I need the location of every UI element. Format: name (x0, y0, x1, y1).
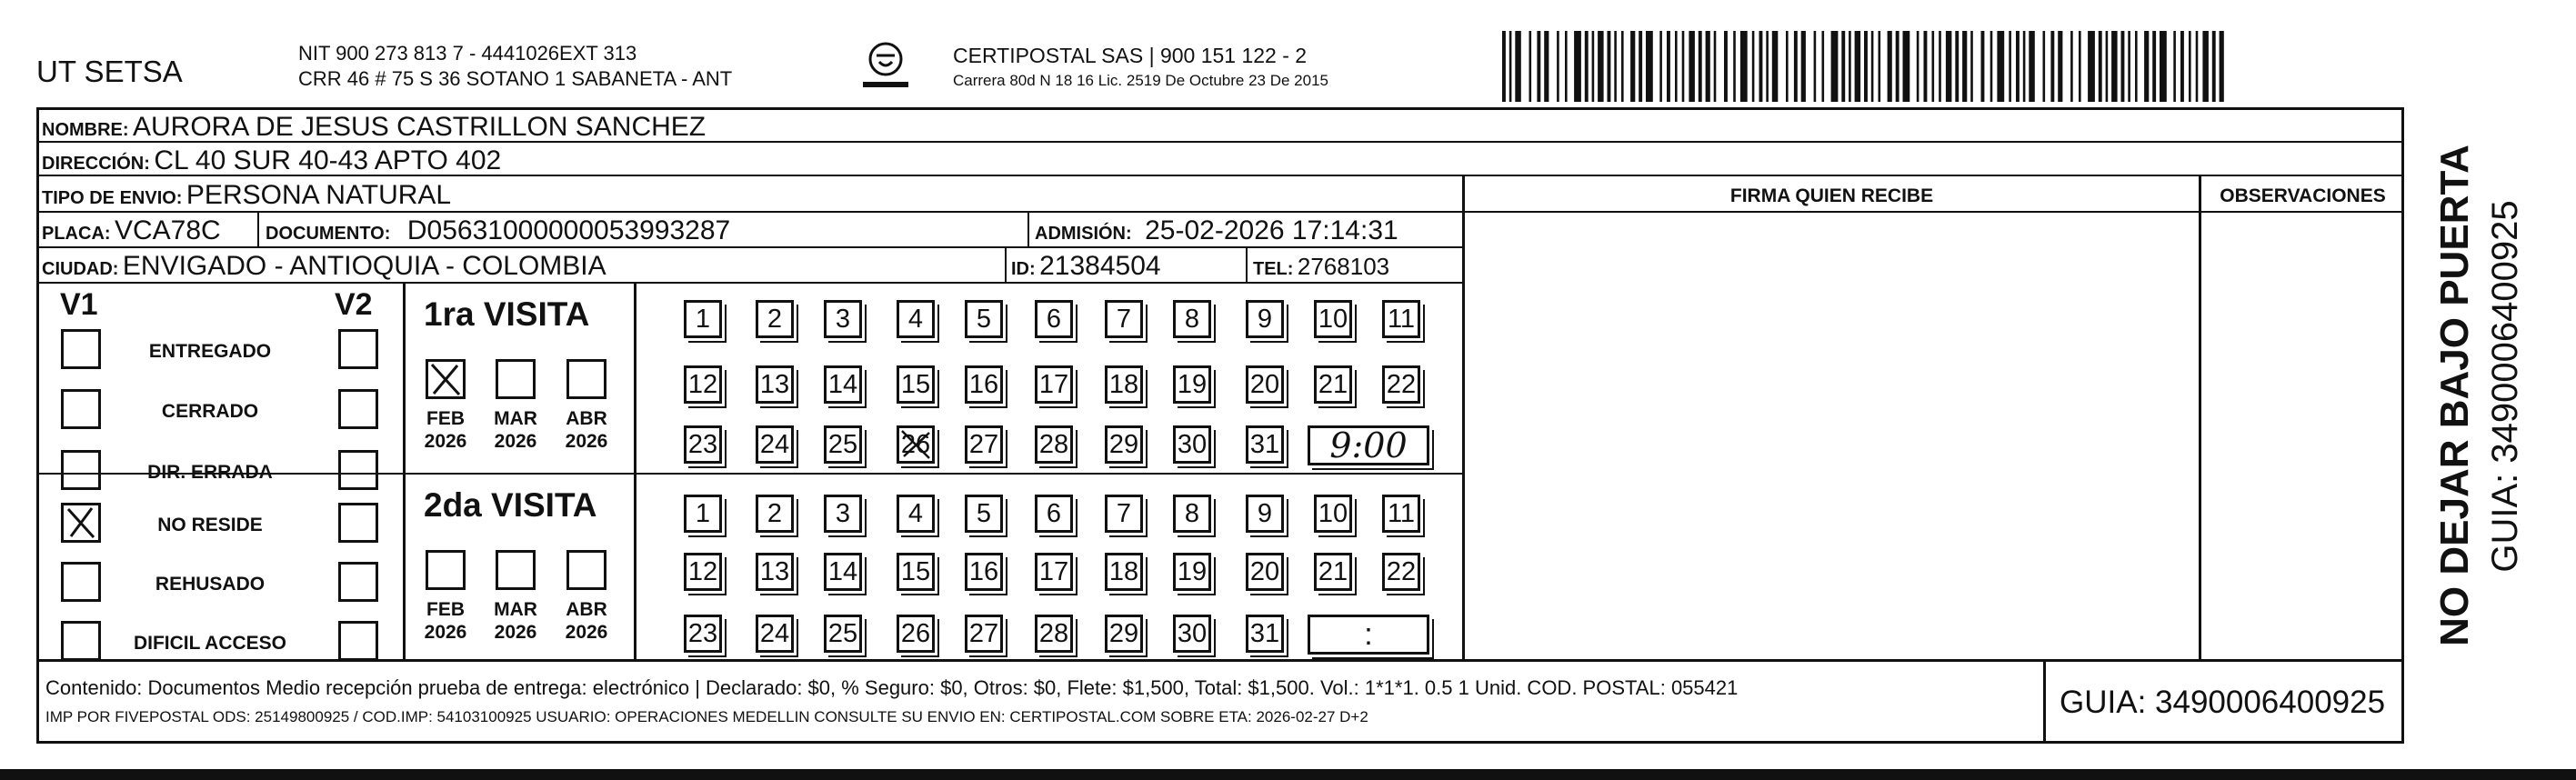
documento-label: DOCUMENTO: (266, 224, 391, 244)
day-box[interactable]: 8 (1173, 495, 1211, 533)
id-value: 21384504 (1039, 251, 1161, 281)
nombre-label: NOMBRE: (42, 120, 129, 140)
barcode-bar (1557, 31, 1559, 102)
admision-value: 25-02-2026 17:14:31 (1145, 215, 1398, 245)
visit-year-label: 2026 (565, 431, 608, 452)
day-box[interactable]: 15 (897, 365, 935, 404)
day-box[interactable]: 30 (1173, 425, 1211, 464)
barcode-bar (1675, 31, 1678, 102)
status-v1-checkbox[interactable] (61, 503, 101, 543)
barcode-bar (1766, 31, 1769, 102)
barcode-bar (1592, 31, 1595, 102)
day-box[interactable]: 6 (1035, 495, 1073, 533)
day-box[interactable]: 6 (1035, 300, 1073, 338)
visit-month-label: FEB (426, 408, 465, 429)
barcode-bar (1896, 31, 1899, 102)
day-box[interactable]: 21 (1314, 553, 1352, 591)
barcode-bar (2016, 31, 2020, 102)
barcode-bar (1917, 31, 1919, 102)
barcode-bar (2160, 31, 2167, 102)
documento-value: D05631000000053993287 (406, 215, 731, 245)
visit-month-checkbox[interactable] (496, 359, 536, 399)
barcode-bar (1574, 31, 1581, 102)
barcode-bar (1724, 31, 1728, 102)
barcode-bar (1997, 31, 2004, 102)
visit-month-label: MAR (494, 408, 537, 429)
status-v2-checkbox[interactable] (338, 329, 378, 369)
handwritten-x-icon (897, 425, 935, 464)
day-box[interactable]: 9 (1246, 495, 1284, 533)
barcode-bar (2180, 31, 2184, 102)
barcode-bar (1849, 31, 1851, 102)
barcode-bar (1706, 31, 1710, 102)
barcode-bar (1682, 31, 1685, 102)
barcode-bar (1733, 31, 1736, 102)
barcode-bar (1879, 31, 1881, 102)
barcode-bar (1939, 31, 1941, 102)
company-address: CRR 46 # 75 S 36 SOTANO 1 SABANETA - ANT (298, 67, 733, 90)
day-box[interactable]: 16 (965, 365, 1003, 404)
day-box[interactable]: 9 (1246, 300, 1284, 338)
barcode-bar (1801, 31, 1806, 102)
day-box[interactable]: 24 (756, 425, 794, 464)
barcode-bar (1509, 31, 1512, 102)
barcode-bar (2196, 31, 2199, 102)
ciudad-label: CIUDAD: (42, 259, 119, 279)
visit-year-label: 2026 (494, 431, 537, 452)
observations-area[interactable] (2201, 213, 2404, 659)
barcode-bar (1970, 31, 1973, 102)
barcode-bar (1786, 31, 1789, 102)
barcode-bar (1630, 31, 1635, 102)
barcode-bar (1614, 31, 1617, 102)
contenido-line: Contenido: Documentos Medio recepción prueba de entrega: electrónico | Declarado: $0, % Seguro: $0, Otros: $0, Flete: $1,500, Total: $1,500. Vol.: 1*1*1. 0.5 1 Unid. COD. POSTAL: 055421 (45, 676, 1739, 699)
direccion-label: DIRECCIÓN: (42, 154, 150, 174)
day-box[interactable]: 21 (1314, 365, 1352, 404)
day-box[interactable]: 29 (1105, 425, 1143, 464)
day-box[interactable]: 2 (756, 495, 794, 533)
visit-1-title: 1ra VISITA (424, 295, 590, 333)
nombre-value: AURORA DE JESUS CASTRILLON SANCHEZ (133, 112, 707, 142)
barcode-bar (2121, 31, 2125, 102)
barcode-bar (1659, 31, 1662, 102)
barcode-bar (1981, 31, 1985, 102)
nit-line: NIT 900 273 813 7 - 4441026EXT 313 (298, 42, 637, 65)
day-box[interactable]: 27 (965, 615, 1003, 653)
tipo-envio-label: TIPO DE ENVIO: (42, 188, 183, 208)
id-label: ID: (1011, 259, 1036, 279)
status-v2-checkbox[interactable] (338, 503, 378, 543)
v2-header: V2 (335, 287, 373, 322)
barcode-bar (1515, 31, 1521, 102)
barcode-bar (2212, 31, 2216, 102)
day-box[interactable]: 31 (1246, 425, 1284, 464)
handwritten-x-icon (428, 362, 463, 396)
observaciones-header: OBSERVACIONES (2220, 185, 2386, 206)
barcode-bar (2079, 31, 2081, 102)
day-box[interactable]: 23 (684, 615, 722, 653)
barcode-bar (1794, 31, 1798, 102)
status-v1-checkbox[interactable] (61, 621, 101, 661)
status-v2-checkbox[interactable] (338, 389, 378, 429)
visit-2-title: 2da VISITA (424, 486, 597, 524)
barcode-bar (1699, 31, 1702, 102)
placa-value: VCA78C (115, 215, 221, 245)
day-box[interactable]: 3 (824, 300, 862, 338)
day-box[interactable]: 25 (824, 615, 862, 653)
barcode-bar (1740, 31, 1748, 102)
placa-label: PLACA: (42, 224, 111, 244)
status-option-label: REHUSADO (155, 574, 266, 595)
side-warning: NO DEJAR BAJO PUERTA (2432, 145, 2477, 646)
barcode-bar (1888, 31, 1892, 102)
firma-header: FIRMA QUIEN RECIBE (1729, 185, 1934, 206)
day-box[interactable]: 1 (684, 300, 722, 338)
day-box[interactable]: 28 (1035, 615, 1073, 653)
visit-month-checkbox[interactable] (566, 359, 606, 399)
visit-month-checkbox[interactable] (426, 550, 466, 590)
day-box[interactable]: 11 (1382, 300, 1420, 338)
day-box[interactable]: 2 (756, 300, 794, 338)
barcode-bar (2043, 31, 2046, 102)
barcode-bar (2088, 31, 2095, 102)
barcode-bar (2099, 31, 2102, 102)
day-box[interactable]: 13 (756, 365, 794, 404)
visit-time-box[interactable]: : (1308, 615, 1429, 655)
barcode-bar (2135, 31, 2138, 102)
company-name: UT SETSA (36, 55, 183, 88)
day-box[interactable]: 16 (965, 553, 1003, 591)
barcode-bar (2152, 31, 2156, 102)
barcode-bar (1990, 31, 1993, 102)
certipostal-logo-icon (859, 40, 912, 93)
side-guia: GUIA: 3490006400925 (2485, 200, 2525, 573)
barcode-bar (1855, 31, 1861, 102)
day-box[interactable]: 7 (1105, 300, 1143, 338)
day-box[interactable]: 30 (1173, 615, 1211, 653)
barcode-bar (1598, 31, 1604, 102)
day-box[interactable]: 23 (684, 425, 722, 464)
day-box[interactable]: 18 (1105, 553, 1143, 591)
visit-year-label: 2026 (424, 431, 467, 452)
status-option-label: ENTREGADO (148, 341, 272, 362)
tipo-envio-value: PERSONA NATURAL (185, 180, 452, 210)
day-box[interactable]: 24 (756, 615, 794, 653)
guia-footer: GUIA: 3490006400925 (2060, 685, 2386, 720)
day-box[interactable]: 5 (965, 300, 1003, 338)
status-option-label: CERRADO (161, 401, 259, 422)
handwritten-x-icon (64, 505, 98, 540)
day-box[interactable]: 19 (1173, 553, 1211, 591)
barcode-bar (2029, 31, 2035, 102)
barcode-bar (1924, 31, 1928, 102)
barcode-bar (2106, 31, 2109, 102)
barcode-bar (1864, 31, 1868, 102)
barcode-bar (1667, 31, 1670, 102)
day-box[interactable]: 17 (1035, 365, 1073, 404)
barcode-bar (1537, 31, 1540, 102)
signature-area[interactable] (1465, 213, 2199, 659)
day-box[interactable]: 18 (1105, 365, 1143, 404)
barcode-icon (1502, 31, 2230, 102)
day-box[interactable]: 8 (1173, 300, 1211, 338)
barcode-bar (1646, 31, 1653, 102)
barcode-bar (2189, 31, 2191, 102)
barcode-bar (1814, 31, 1817, 102)
day-box[interactable]: 22 (1382, 365, 1420, 404)
barcode-bar (2058, 31, 2062, 102)
visit-month-checkbox[interactable] (566, 550, 606, 590)
barcode-bar (1871, 31, 1874, 102)
barcode-bar (1841, 31, 1845, 102)
status-v2-checkbox[interactable] (338, 450, 378, 490)
status-option-label: DIR. ERRADA (147, 462, 273, 483)
day-box[interactable]: 26 (897, 425, 935, 464)
barcode-bar (1955, 31, 1959, 102)
status-v1-checkbox[interactable] (61, 562, 101, 602)
day-box[interactable]: 11 (1382, 495, 1420, 533)
barcode-bar (1689, 31, 1695, 102)
barcode-bar (1932, 31, 1935, 102)
day-box[interactable]: 25 (824, 425, 862, 464)
day-box[interactable]: 28 (1035, 425, 1073, 464)
status-v1-checkbox[interactable] (61, 450, 101, 490)
status-v1-checkbox[interactable] (61, 389, 101, 429)
barcode-bar (1585, 31, 1589, 102)
day-box[interactable]: 7 (1105, 495, 1143, 533)
day-box[interactable]: 14 (824, 553, 862, 591)
visit-month-label: MAR (494, 599, 537, 620)
tel-value: 2768103 (1297, 253, 1390, 280)
day-box[interactable]: 19 (1173, 365, 1211, 404)
barcode-bar (2128, 31, 2130, 102)
barcode-bar (2202, 31, 2209, 102)
barcode-bar (1714, 31, 1717, 102)
barcode-bar (1639, 31, 1642, 102)
visit-month-label: FEB (426, 599, 465, 620)
barcode-bar (2111, 31, 2118, 102)
status-v2-checkbox[interactable] (338, 621, 378, 661)
status-v1-checkbox[interactable] (61, 329, 101, 369)
day-box[interactable]: 22 (1382, 553, 1420, 591)
visit-month-checkbox[interactable] (496, 550, 536, 590)
day-box[interactable]: 13 (756, 553, 794, 591)
day-box[interactable]: 14 (824, 365, 862, 404)
day-box[interactable]: 12 (684, 553, 722, 591)
barcode-bar (2023, 31, 2026, 102)
day-box[interactable]: 27 (965, 425, 1003, 464)
day-box[interactable]: 12 (684, 365, 722, 404)
direccion-value: CL 40 SUR 40-43 APTO 402 (154, 145, 502, 175)
visit-month-checkbox[interactable] (426, 359, 466, 399)
day-box[interactable]: 29 (1105, 615, 1143, 653)
barcode-bar (1529, 31, 1532, 102)
barcode-bar (1831, 31, 1839, 102)
barcode-bar (1962, 31, 1967, 102)
day-box[interactable]: 4 (897, 495, 935, 533)
visit-year-label: 2026 (424, 622, 467, 643)
barcode-bar (1565, 31, 1568, 102)
admision-label: ADMISIÓN: (1035, 224, 1132, 244)
day-box[interactable]: 20 (1246, 553, 1284, 591)
barcode-bar (1759, 31, 1763, 102)
barcode-bar (1502, 31, 1506, 102)
barcode (1502, 31, 2230, 102)
barcode-bar (1903, 31, 1910, 102)
day-box[interactable]: 4 (897, 300, 935, 338)
day-box[interactable]: 17 (1035, 553, 1073, 591)
day-box[interactable]: 3 (824, 495, 862, 533)
barcode-bar (2173, 31, 2176, 102)
barcode-bar (2009, 31, 2011, 102)
status-option-label: DIFICIL ACCESO (133, 633, 286, 654)
day-box[interactable]: 1 (684, 495, 722, 533)
day-box[interactable]: 31 (1246, 615, 1284, 653)
barcode-bar (1822, 31, 1825, 102)
visit-time-box[interactable]: 9:00 (1308, 425, 1429, 465)
barcode-bar (1752, 31, 1755, 102)
status-option-label: NO RESIDE (157, 515, 263, 535)
barcode-bar (1621, 31, 1624, 102)
day-box[interactable]: 10 (1314, 495, 1352, 533)
visit-month-label: ABR (566, 599, 607, 620)
day-box[interactable]: 5 (965, 495, 1003, 533)
barcode-bar (2050, 31, 2054, 102)
tel-label: TEL: (1253, 259, 1294, 279)
day-box[interactable]: 26 (897, 615, 935, 653)
status-v2-checkbox[interactable] (338, 562, 378, 602)
certipostal-logo (859, 40, 912, 93)
barcode-bar (1544, 31, 1549, 102)
barcode-bar (2220, 31, 2224, 102)
imp-line: IMP POR FIVEPOSTAL ODS: 25149800925 / COD.IMP: 54103100925 USUARIO: OPERACIONES MEDELLIN CONSULTE SU ENVIO EN: CERTIPOSTAL.COM SOBRE ETA: 2026-02-27 D+2 (45, 708, 1368, 725)
visit-month-label: ABR (566, 408, 607, 429)
barcode-bar (2144, 31, 2149, 102)
ciudad-value: ENVIGADO - ANTIOQUIA - COLOMBIA (122, 251, 606, 281)
barcode-bar (1772, 31, 1779, 102)
license-line: Carrera 80d N 18 16 Lic. 2519 De Octubre 23 De 2015 (953, 72, 1328, 89)
visit-year-label: 2026 (565, 622, 608, 643)
certipostal-line: CERTIPOSTAL SAS | 900 151 122 - 2 (953, 44, 1308, 67)
barcode-bar (2070, 31, 2073, 102)
visit-year-label: 2026 (494, 622, 537, 643)
barcode-bar (1608, 31, 1611, 102)
v1-header: V1 (60, 287, 98, 322)
day-box[interactable]: 10 (1314, 300, 1352, 338)
day-box[interactable]: 15 (897, 553, 935, 591)
day-box[interactable]: 20 (1246, 365, 1284, 404)
barcode-bar (1946, 31, 1952, 102)
